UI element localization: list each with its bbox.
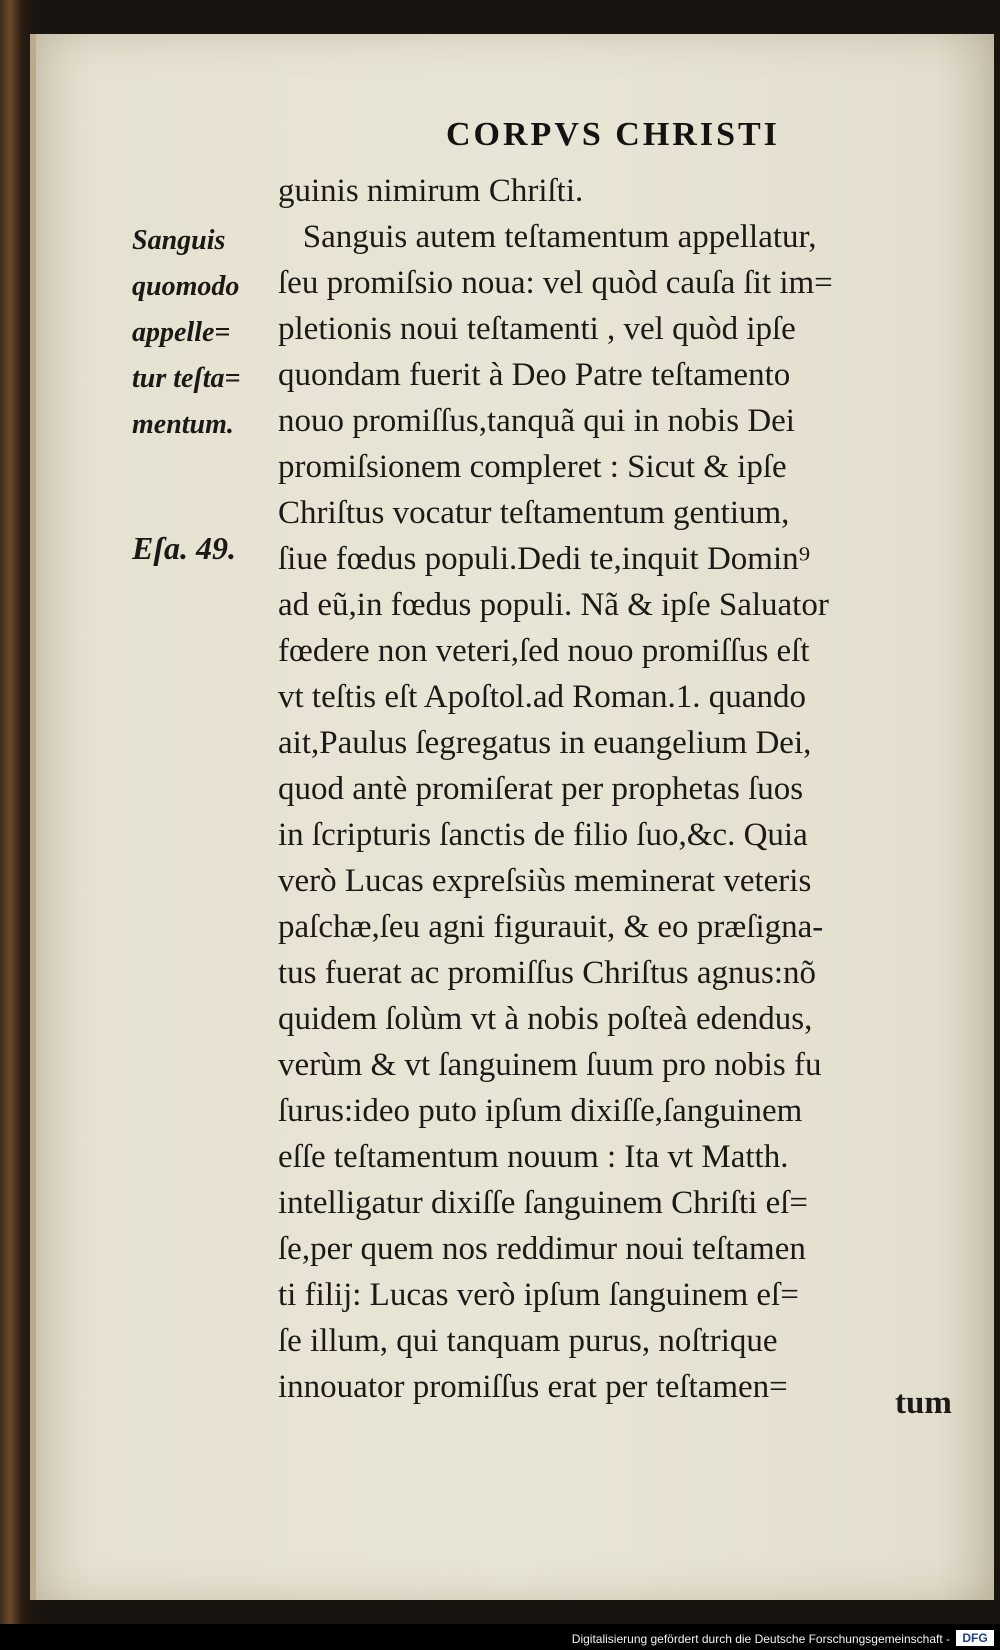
text-line: eſſe teſtamentum nouum : Ita vt Matth. bbox=[278, 1139, 789, 1175]
body-text bbox=[278, 168, 968, 1410]
text-line: fœdere non veteri,ſed nouo promiſſus eſt bbox=[278, 633, 810, 669]
text-line: nouo promiſſus,tanquã qui in nobis Dei bbox=[278, 403, 795, 439]
text-line: ſurus:ideo puto ipſum dixiſſe,ſanguinem bbox=[278, 1093, 803, 1129]
text-line: ad eũ,in fœdus populi. Nã & ipſe Saluator bbox=[278, 587, 829, 623]
margin-reference: Eſa. 49. bbox=[132, 530, 236, 566]
text-line: paſchæ,ſeu agni figurauit, & eo præſigna- bbox=[278, 909, 824, 945]
text-line: promiſsionem compleret : Sicut & ipſe bbox=[278, 449, 787, 485]
margin-note-line: mentum. bbox=[132, 409, 234, 440]
dfg-logo: DFG bbox=[956, 1630, 994, 1646]
footer-credit: Digitalisierung gefördert durch die Deutsche Forschungsgemeinschaft - bbox=[571, 1632, 950, 1646]
text-line: quondam fuerit à Deo Patre teſtamento bbox=[278, 357, 791, 393]
text-line: Sanguis autem teſtamentum appellatur, bbox=[278, 219, 817, 255]
margin-note bbox=[132, 218, 272, 448]
text-line: pletionis noui teſtamenti , vel quòd ipſe bbox=[278, 311, 796, 347]
catchword: tum bbox=[895, 1385, 952, 1421]
text-line: ti filij: Lucas verò ipſum ſanguinem eſ= bbox=[278, 1277, 799, 1313]
text-line: ſe illum, qui tanquam purus, noſtrique bbox=[278, 1323, 778, 1359]
text-line: intelligatur dixiſſe ſanguinem Chriſti eſ= bbox=[278, 1185, 809, 1221]
text-line: quidem ſolùm vt à nobis poſteà edendus, bbox=[278, 1001, 813, 1037]
text-line: ſe,per quem nos reddimur noui teſtamen bbox=[278, 1231, 806, 1267]
text-line: ait,Paulus ſegregatus in euangelium Dei, bbox=[278, 725, 812, 761]
text-line: vt teſtis eſt Apoſtol.ad Roman.1. quando bbox=[278, 679, 806, 715]
text-line: ſeu promiſsio noua: vel quòd cauſa ſit im= bbox=[278, 265, 833, 301]
text-line: verò Lucas expreſsiùs meminerat veteris bbox=[278, 863, 812, 899]
text-line: in ſcripturis ſanctis de filio ſuo,&c. Quia bbox=[278, 817, 808, 853]
text-line: guinis nimirum Chriſti. bbox=[278, 173, 584, 209]
text-line: tus fuerat ac promiſſus Chriſtus agnus:nõ bbox=[278, 955, 817, 991]
margin-note-line: Sanguis bbox=[132, 225, 226, 256]
text-line: verùm & vt ſanguinem ſuum pro nobis fu bbox=[278, 1047, 822, 1083]
text-line: quod antè promiſerat per prophetas ſuos bbox=[278, 771, 804, 807]
margin-note-line: appelle= bbox=[132, 317, 231, 348]
margin-note-line: quomodo bbox=[132, 271, 240, 302]
text-line: innouator promiſſus erat per teſtamen= bbox=[278, 1369, 788, 1405]
text-line: ſiue fœdus populi.Dedi te,inquit Domin⁹ bbox=[278, 541, 811, 577]
margin-note-line: tur teſta= bbox=[132, 363, 241, 394]
text-line: Chriſtus vocatur teſtamentum gentium, bbox=[278, 495, 790, 531]
running-head: CORPVS CHRISTI bbox=[446, 116, 780, 153]
footer-bar bbox=[0, 1624, 1000, 1650]
